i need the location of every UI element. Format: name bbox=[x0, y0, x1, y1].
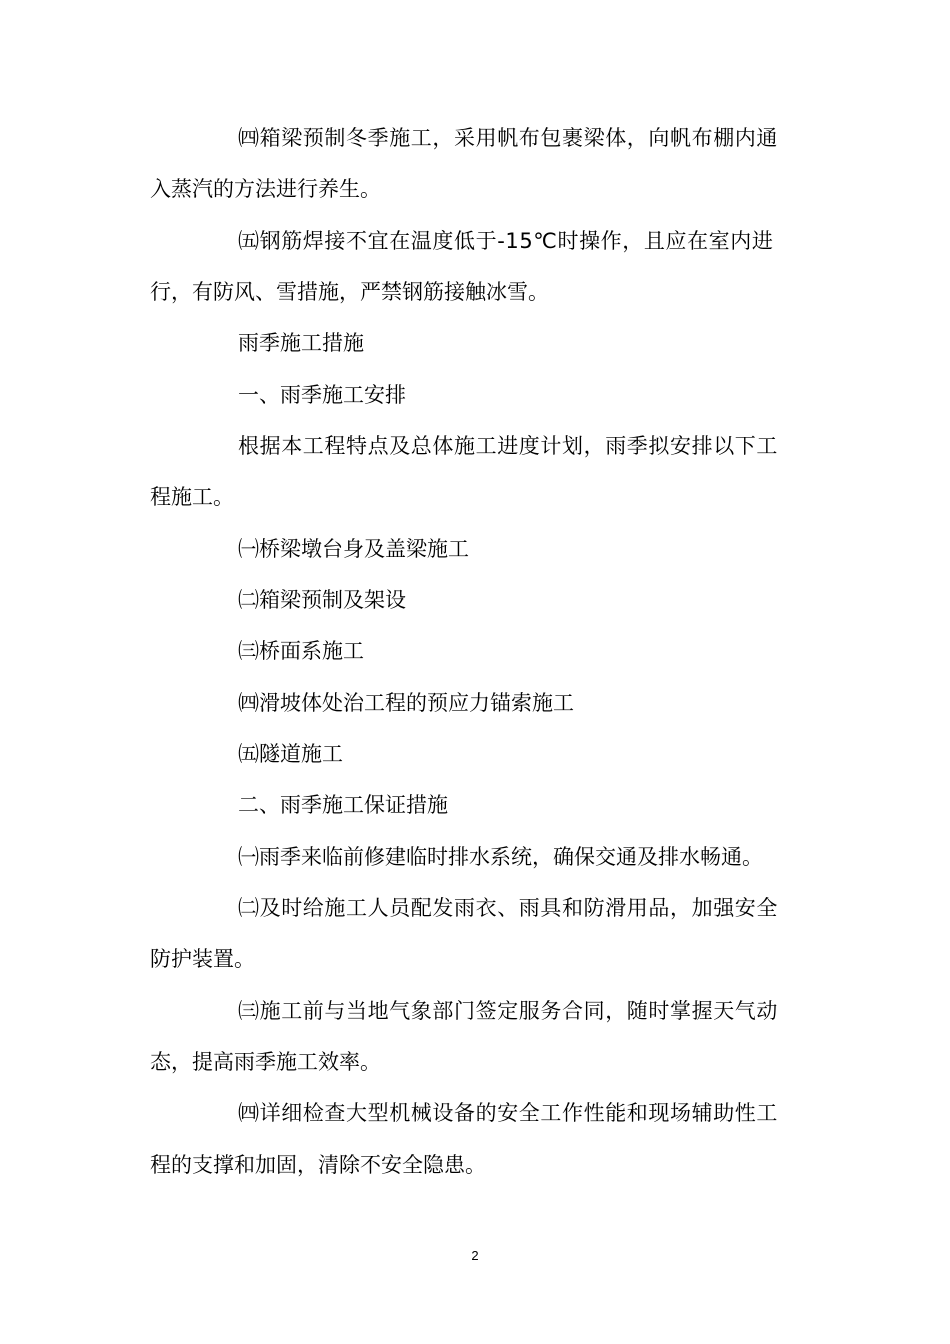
paragraph-line: ㈤钢筋焊接不宜在温度低于-15℃时操作，且应在室内进 bbox=[238, 229, 774, 253]
page-number: 2 bbox=[471, 1248, 479, 1263]
list-item: ㈠桥梁墩台身及盖梁施工 bbox=[238, 537, 469, 561]
list-item: ㈡箱梁预制及架设 bbox=[238, 588, 406, 612]
paragraph-line: ㈢施工前与当地气象部门签定服务合同，随时掌握天气动 bbox=[238, 999, 778, 1023]
list-item: ㈣滑坡体处治工程的预应力锚索施工 bbox=[238, 691, 574, 715]
paragraph-line: ㈣箱梁预制冬季施工，采用帆布包裹梁体，向帆布棚内通 bbox=[238, 126, 778, 150]
section-heading: 二、雨季施工保证措施 bbox=[238, 793, 448, 817]
paragraph-line: 程的支撑和加固，清除不安全隐患。 bbox=[150, 1153, 486, 1177]
list-item: ㈤隧道施工 bbox=[238, 742, 343, 766]
section-heading: 一、雨季施工安排 bbox=[238, 383, 406, 407]
paragraph-line: ㈣详细检查大型机械设备的安全工作性能和现场辅助性工 bbox=[238, 1101, 778, 1125]
paragraph-line: ㈡及时给施工人员配发雨衣、雨具和防滑用品，加强安全 bbox=[238, 896, 778, 920]
paragraph-line: 根据本工程特点及总体施工进度计划，雨季拟安排以下工 bbox=[238, 434, 778, 458]
paragraph-line: 程施工。 bbox=[150, 485, 234, 509]
paragraph-line: 行，有防风、雪措施，严禁钢筋接触冰雪。 bbox=[150, 280, 549, 304]
paragraph-line: 入蒸汽的方法进行养生。 bbox=[150, 177, 381, 201]
paragraph-line: 态，提高雨季施工效率。 bbox=[150, 1050, 381, 1074]
section-heading: 雨季施工措施 bbox=[238, 331, 364, 355]
list-item: ㈢桥面系施工 bbox=[238, 639, 364, 663]
paragraph-line: 防护装置。 bbox=[150, 947, 255, 971]
paragraph-line: ㈠雨季来临前修建临时排水系统，确保交通及排水畅通。 bbox=[238, 845, 763, 869]
